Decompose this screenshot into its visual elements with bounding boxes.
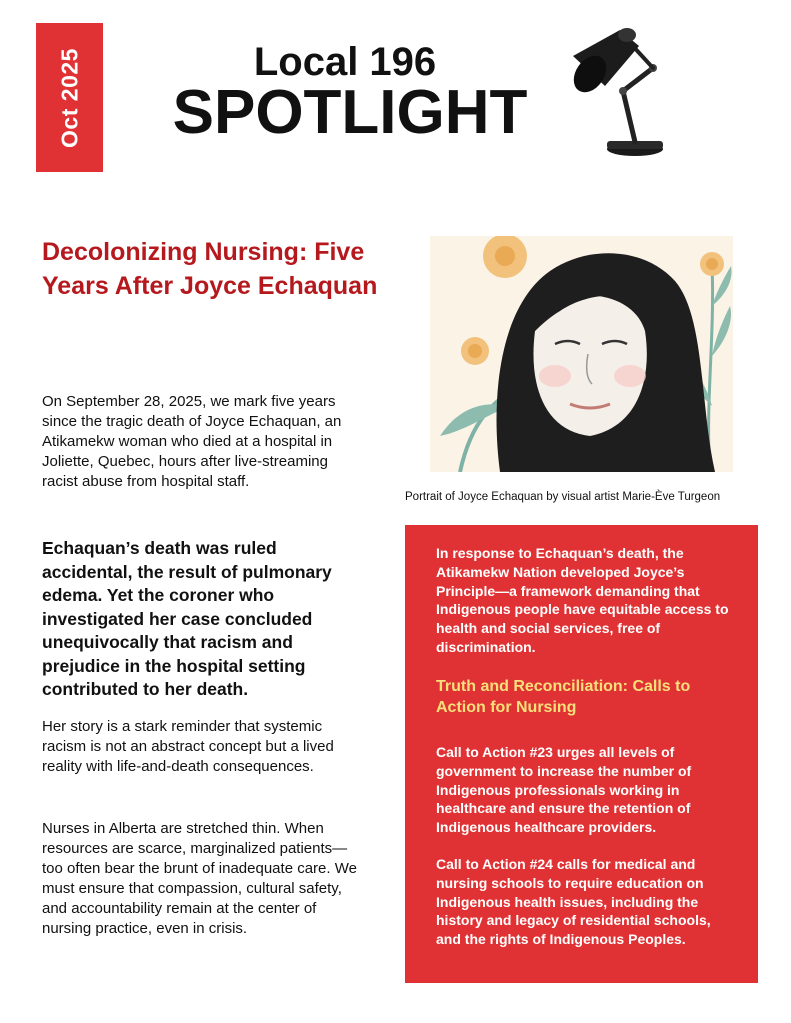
article-paragraph-4: Nurses in Alberta are stretched thin. When resources are scarce, marginalized patients—too often bear the brunt of inadequate care. We must ensure that compassion, cultural safety, and accountability remain at the center of nursing practice, even in crisis. [42, 820, 357, 937]
article-paragraph-1: On September 28, 2025, we mark five years since the tragic death of Joyce Echaquan, an Atikamekw woman who died at a hospital in Joliette, Quebec, hours after live-streaming racist abuse from hospital staff. [42, 393, 342, 490]
portrait-caption: Portrait of Joyce Echaquan by visual artist Marie-Ève Turgeon [405, 491, 721, 503]
newsletter-local: Local 196 [253, 40, 437, 84]
article-paragraph-3: Her story is a stark reminder that systemic racism is not an abstract concept but a lived reality with life-and-death consequences. [42, 718, 334, 775]
sidebar-heading: Truth and Reconciliation: Calls to Action for Nursing [436, 678, 691, 716]
call-to-action-24: Call to Action #24 calls for medical and nursing schools to require education on Indigenous health issues, including the history and legacy of residential schools, and the rights of Indigenous Peoples. [436, 856, 711, 948]
article-paragraph-2: Echaquan’s death was ruled accidental, the result of pulmonary edema. Yet the coroner who investigated her case concluded unequivocally that racism and prejudice in the hospital setting contributed to her death. [42, 538, 332, 699]
date-tab [36, 23, 103, 172]
sidebar-intro: In response to Echaquan’s death, the Atikamekw Nation developed Joyce’s Principle—a framework demanding that Indigenous people have equitable access to health and social services, free of discrimination. [436, 545, 729, 655]
call-to-action-23: Call to Action #23 urges all levels of government to increase the number of Indigenous professionals working in healthcare and ensure the retention of Indigenous healthcare providers. [436, 744, 692, 836]
newsletter-title: SPOTLIGHT [172, 78, 528, 147]
issue-date: Oct 2025 [56, 47, 82, 148]
desk-lamp-icon [565, 16, 675, 161]
article-headline: Decolonizing Nursing: Five Years After Joyce Echaquan [42, 238, 378, 300]
sidebar-callout [405, 525, 758, 983]
portrait-illustration [430, 236, 733, 472]
